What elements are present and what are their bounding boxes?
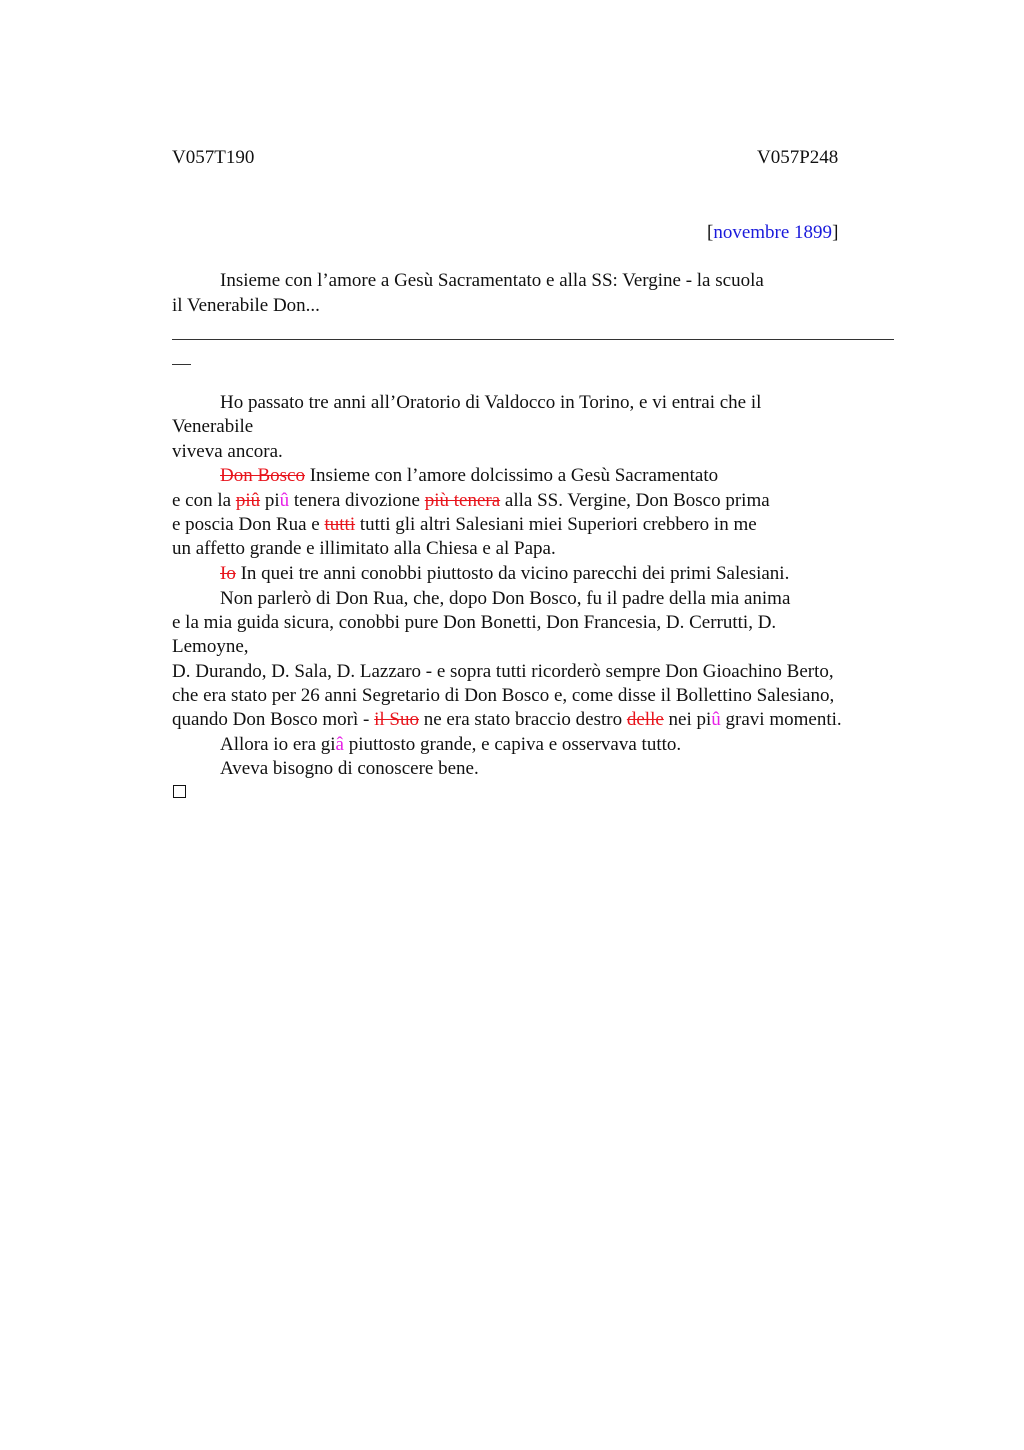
deleted-text: tutti — [324, 514, 356, 535]
body-text: gravi momenti. — [720, 709, 842, 730]
body-line-6 — [172, 513, 757, 537]
inserted-text: û — [711, 709, 721, 730]
body-line-7: un affetto grande e illimitato alla Chiesa e al Papa. — [172, 538, 556, 559]
deleted-text: piû — [235, 490, 261, 511]
deleted-text: Don Bosco — [220, 465, 305, 486]
header-left-code: V057T190 — [172, 147, 255, 168]
inserted-text: â — [335, 734, 344, 755]
separator-rule — [172, 339, 894, 340]
date-link[interactable]: novembre 1899 — [713, 222, 833, 243]
header-right-code: V057P248 — [757, 147, 839, 168]
body-line-16: Aveva bisogno di conoscere bene. — [220, 758, 479, 779]
deleted-text: Io — [220, 563, 236, 584]
body-line-5 — [172, 489, 770, 513]
body-line-9: Non parlerò di Don Rua, che, dopo Don Bosco, fu il padre della mia anima — [220, 588, 791, 609]
body-line-11: Lemoyne, — [172, 636, 249, 657]
date-line — [707, 221, 838, 245]
body-text: tutti gli altri Salesiani miei Superiori crebbero in me — [355, 514, 757, 535]
body-text: quando Don Bosco morì - — [172, 709, 375, 730]
body-line-3: viveva ancora. — [172, 441, 283, 462]
date-close-bracket: ] — [832, 222, 839, 243]
body-text: nei pi — [663, 709, 712, 730]
separator-rule-tail — [172, 364, 191, 365]
body-line-13: che era stato per 26 anni Segretario di Don Bosco e, come disse il Bollettino Salesiano, — [172, 685, 835, 706]
checkbox-icon[interactable] — [173, 785, 186, 798]
deleted-text: più tenera — [424, 490, 501, 511]
body-line-14 — [172, 708, 842, 732]
body-line-2: Venerabile — [172, 416, 254, 437]
deleted-text: il Suo — [374, 709, 419, 730]
body-text: Insieme con l’amore dolcissimo a Gesù Sacramentato — [304, 465, 719, 486]
body-line-15 — [220, 733, 681, 757]
deleted-text: delle — [626, 709, 664, 730]
body-text: ne era stato braccio destro — [419, 709, 627, 730]
body-text: pi — [260, 490, 280, 511]
body-line-12: D. Durando, D. Sala, D. Lazzaro - e sopra tutti ricorderò sempre Don Gioachino Berto, — [172, 661, 834, 682]
body-text: Allora io era gi — [220, 734, 336, 755]
summary-line-2: il Venerabile Don... — [172, 295, 320, 316]
body-text: e con la — [172, 490, 236, 511]
body-line-1: Ho passato tre anni all’Oratorio di Valdocco in Torino, e vi entrai che il — [220, 392, 762, 413]
date-open-bracket: [ — [707, 222, 714, 243]
body-text: piuttosto grande, e capiva e osservava tutto. — [343, 734, 682, 755]
summary-line-1: Insieme con l’amore a Gesù Sacramentato e alla SS: Vergine - la scuola — [220, 270, 764, 291]
body-text: tenera divozione — [289, 490, 425, 511]
body-text: In quei tre anni conobbi piuttosto da vicino parecchi dei primi Salesiani. — [235, 563, 790, 584]
body-line-4 — [220, 464, 718, 488]
body-line-8 — [220, 562, 789, 586]
body-text: e poscia Don Rua e — [172, 514, 325, 535]
body-line-10: e la mia guida sicura, conobbi pure Don Bonetti, Don Francesia, D. Cerrutti, D. — [172, 612, 777, 633]
body-text: alla SS. Vergine, Don Bosco prima — [500, 490, 770, 511]
inserted-text: û — [279, 490, 290, 511]
